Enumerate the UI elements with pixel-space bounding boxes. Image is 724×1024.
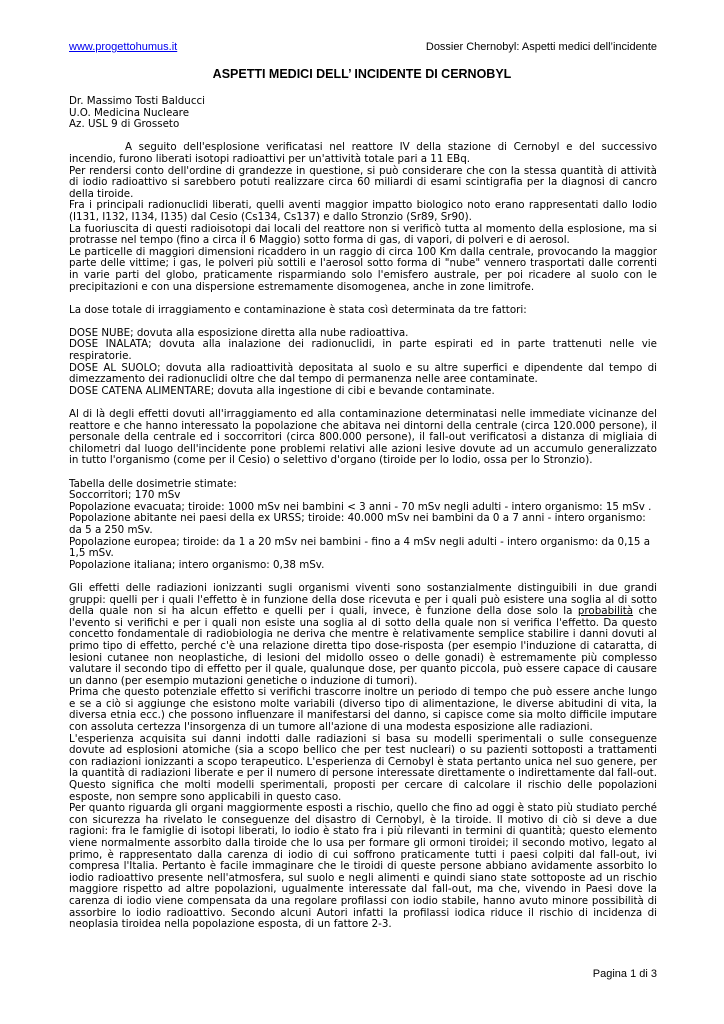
paragraph-release: La fuoriuscita di questi radioisotopi dai locali del reattore non si verificò tutta al momento della esplosione, ma si protrasse nel tempo (fino a circa il 6 Maggio) sotto forma di gas, di vapori, di polveri e di aerosol. — [69, 222, 657, 247]
paragraph-radiobiology-part2: che l'evento si verifichi e per i quali non esiste una soglia al di sotto della quale non si verifica l'effetto. Da questo concetto fondamentale di radiobiologia ne deriva che mentre è relativamente semplice stabilire i danni dovuti al primo tipo di effetto, perché c'è una relazione diretta tipo dose-risposta (per esempio l'induzione di cataratta, di lesioni cutanee non neoplastiche, di lesioni del midollo osseo o delle gonadi) è estremamente più complesso valutare il secondo tipo di effetto per il quale, qualunque dose, per quanto piccola, può essere capace di causare un danno (per esempio mutazioni genetiche o induzione di tumori). — [69, 605, 658, 687]
dose-catena: DOSE CATENA ALIMENTARE; dovuta alla ingestione di cibi e bevande contaminate. — [69, 384, 495, 397]
page-header — [69, 41, 657, 57]
document-title: ASPETTI MEDICI DELL’ INCIDENTE DI CERNOBYL — [212, 67, 512, 81]
paragraph-particles: Le particelle di maggiori dimensioni ricaddero in un raggio di circa 100 Km dalla centrale, provocando la maggior parte delle vittime; i gas, le polveri più sottili e l'aerosol sotto forma di "nube" vennero trasportati dalle correnti in varie parti del globo, praticamente risparmiando solo l'emisfero australe, per poi ricadere al suolo con le precipitazioni e con una dispersione estremamente disomogenea, anche in zone limitrofe. — [69, 245, 657, 293]
paragraph-intro: A seguito dell'esplosione verificatasi nel reattore IV della stazione di Cernobyl e del successivo incendio, furono liberati isotopi radioattivi per un'attività totale pari a 11 EBq. — [69, 141, 657, 165]
author-org: Az. USL 9 di Grosseto — [69, 118, 180, 131]
paragraph-latency: Prima che questo potenziale effetto si verifichi trascorre inoltre un periodo di tempo che può essere anche lungo e se a ciò si aggiunge che esistono molte variabili (diverso tipo di alimentazione, le diverse abitudini di vita, la diversa etnia ecc.) che possono influenzare il manifestarsi del danno, si capisce come sia molto difficile imputare con assoluta certezza l'insorgenza di un tumore all'azione di una modesta esposizione alle radiazioni. — [69, 686, 657, 734]
author-name: Dr. Massimo Tosti Balducci — [69, 95, 206, 107]
paragraph-effects: Al di là degli effetti dovuti all'irraggiamento ed alla contaminazione determinatasi nelle immediate vicinanze del reattore e che hanno interessato la popolazione che abitava nei dintorni della centrale (circa 120.000 persone), il personale della centrale ed i soccorritori (circa 800.000 persone), il fall-out verificatosi a distanza di migliaia di chilometri dal luogo dell'incidente pone problemi relativi alle azioni lesive dovute ad un accumulo generalizzato in tutto l'organismo (come per il Cesio) o selettivo d'organo (tiroide per lo Iodio, ossa per lo Stronzio). — [69, 408, 657, 467]
document-body — [69, 96, 657, 931]
dosimetry-row: Popolazione evacuata; tiroide: 1000 mSv nei bambini < 3 anni - 70 mSv negli adulti - intero organismo: 15 mSv . — [69, 500, 652, 513]
dose-suolo: DOSE AL SUOLO; dovuta alla radioattività depositata al suolo e su altre superfici e dipendente dal tempo di dimezzamento dei radionuclidi oltre che dal tempo di permanenza nelle aree contaminate. — [69, 361, 657, 386]
author-unit: U.O. Medicina Nucleare — [69, 106, 190, 119]
dose-inalata: DOSE INALATA; dovuta alla inalazione dei radionuclidi, in parte espirati ed in parte trattenuti nelle vie respiratorie. — [69, 338, 657, 363]
table-title: Tabella delle dosimetrie stimate: — [69, 477, 237, 490]
dosimetry-row: Soccorritori; 170 mSv — [69, 489, 181, 502]
paragraph-radiobiology-part1: Gli effetti delle radiazioni ionizzanti sugli organismi viventi sono sostanzialmente distinguibili in due grandi gruppi: quelli per i quali l'effetto è in funzione della dose ricevuta e per i quali può esistere una soglia al di sotto della quale non si ha alcun effetto e quelli per i quali, invece, è funzione della dose solo la — [69, 581, 657, 618]
paragraph-experience: L'esperienza acquisita sui danni indotti dalle radiazioni si basa su modelli sperimentali o sulle conseguenze dovute ad esplosioni atomiche (sia a scopo bellico che per test nucleari) o su pazienti sottoposti a trattamenti con radiazioni ionizzanti a scopo terapeutico. L'esperienza di Cernobyl è stata pertanto unica nel suo genere, per la quantità di radiazioni liberate e per il numero di persone interessate direttamente o indirettamente dal fall-out. Questo significa che molti modelli sperimentali, proposti per cercare di calcolare il rischio delle popolazioni esposte, non sempre sono applicabili in questo caso. — [69, 732, 657, 803]
dose-nube: DOSE NUBE; dovuta alla esposizione diretta alla nube radioattiva. — [69, 326, 409, 339]
dosimetry-row: Popolazione europea; tiroide: da 1 a 20 mSv nei bambini - fino a 4 mSv negli adulti - intero organismo: da 0,15 a 1,5 mSv. — [69, 535, 651, 560]
page-number: Pagina 1 di 3 — [592, 968, 657, 980]
paragraph-thyroid: Per quanto riguarda gli organi maggiormente esposti a rischio, quello che fino ad oggi è stato più studiato perché con sicurezza ha rivelato le conseguenze del disastro di Cernobyl, è la tiroide. Il motivo di ciò si deve a due ragioni: fra le famiglie di isotopi liberati, lo iodio è stato fra i più rilevanti in termini di quantità; questo elemento viene normalmente assorbito dalla tiroide che lo usa per formare gli ormoni tiroidei; il secondo motivo, legato al primo, è rappresentato dalla carenza di iodio di cui soffrono praticamente tutti i paesi colpiti dal fall-out, ivi compresa l'Italia. Pertanto è facile immaginare che le tiroidi di queste persone abbiano avidamente assorbito lo iodio radioattivo presente nell'atmosfera, sul suolo e negli alimenti e quindi siano state sottoposte ad un rischio maggiore rispetto ad altre popolazioni, ugualmente interessate dal fall-out, ma che, vivendo in Paesi dove la carenza di iodio viene compensata da una regolare profilassi con iodio stabile, hanno avuto minore possibilità di assorbire lo iodio radioattivo. Secondo alcuni Autori infatti la profilassi iodica riduce il rischio di incidenza di neoplasia tiroidea nella popolazione esposta, di un fattore 2-3. — [69, 802, 657, 931]
paragraph-radiobiology — [69, 583, 657, 687]
dosimetry-row: Popolazione italiana; intero organismo: 0,38 mSv. — [69, 558, 325, 571]
website-link[interactable]: www.progettohumus.it — [69, 41, 178, 53]
dossier-title: Dossier Chernobyl: Aspetti medici dell’incidente — [425, 41, 657, 53]
probability-word: probabilità — [577, 605, 634, 618]
paragraph-radionuclides: Fra i principali radionuclidi liberati, quelli aventi maggior impatto biologico noto erano rappresentati dallo Iodio (I131, I132, I134, I135) dal Cesio (Cs134, Cs137) e dallo Stronzio (Sr89, Sr90). — [69, 199, 657, 223]
dosimetry-row: Popolazione abitante nei paesi della ex URSS; tiroide: 40.000 mSv nei bambini da 0 a 7 anni - intero organismo: da 5 a 250 mSv. — [69, 512, 646, 536]
paragraph-magnitude: Per rendersi conto dell'ordine di grandezze in questione, si può considerare che con la stessa quantità di attività di iodio radioattivo si sarebbero potuti realizzare circa 60 miliardi di esami scintigrafia per la diagnosi di cancro della tiroide. — [69, 164, 657, 200]
paragraph-dose-intro: La dose totale di irraggiamento e contaminazione è stata così determinata da tre fattori: — [69, 303, 527, 316]
